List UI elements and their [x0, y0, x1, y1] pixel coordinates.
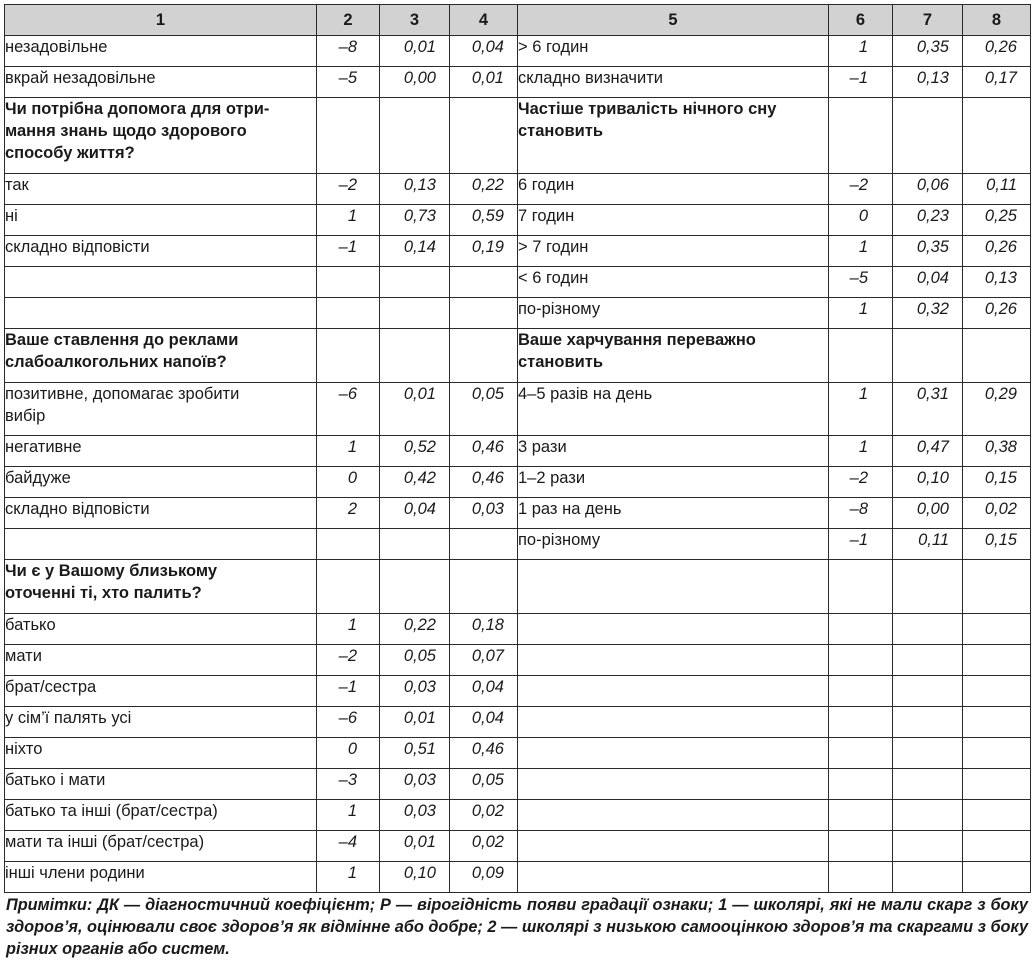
probability-cell: 0,04	[450, 676, 518, 707]
probability-cell: 0,05	[450, 769, 518, 800]
probability-cell	[963, 676, 1031, 707]
probability-cell	[893, 862, 963, 893]
answer-label-cell: позитивне, допомагає зробити вибір	[5, 383, 317, 436]
table-row	[5, 383, 1031, 436]
probability-cell: 0,03	[380, 769, 450, 800]
probability-cell: 0,22	[380, 614, 450, 645]
probability-cell: 0,05	[450, 383, 518, 436]
answer-label-cell: байдуже	[5, 467, 317, 498]
probability-cell: 0,01	[380, 707, 450, 738]
dk-value-cell: –1	[829, 67, 893, 98]
answer-label-cell: мати та інші (брат/сестра)	[5, 831, 317, 862]
table-body	[5, 36, 1031, 893]
dk-value-cell	[829, 769, 893, 800]
dk-value-cell: 1	[317, 205, 380, 236]
table-row	[5, 267, 1031, 298]
dk-value-cell: 2	[317, 498, 380, 529]
probability-cell: 0,01	[380, 383, 450, 436]
dk-value-cell	[829, 707, 893, 738]
probability-cell: 0,10	[893, 467, 963, 498]
answer-label-cell: ніхто	[5, 738, 317, 769]
probability-cell: 0,00	[893, 498, 963, 529]
header-col-8: 8	[963, 5, 1031, 36]
answer-label-cell: ні	[5, 205, 317, 236]
probability-cell: 0,04	[450, 36, 518, 67]
probability-cell: 0,18	[450, 614, 518, 645]
probability-cell	[380, 329, 450, 383]
answer-label-cell: 1–2 рази	[518, 467, 829, 498]
table-row	[5, 36, 1031, 67]
probability-cell: 0,15	[963, 467, 1031, 498]
probability-cell: 0,11	[893, 529, 963, 560]
probability-cell: 0,46	[450, 436, 518, 467]
probability-cell: 0,26	[963, 36, 1031, 67]
probability-cell: 0,19	[450, 236, 518, 267]
answer-label-cell	[5, 298, 317, 329]
probability-cell	[963, 329, 1031, 383]
probability-cell: 0,04	[380, 498, 450, 529]
header-col-2: 2	[317, 5, 380, 36]
probability-cell: 0,17	[963, 67, 1031, 98]
question-cell: Чи потрібна допомога для отри- мання знань щодо здорового способу життя?	[5, 98, 317, 174]
probability-cell	[450, 98, 518, 174]
dk-value-cell: –2	[317, 174, 380, 205]
probability-cell	[380, 267, 450, 298]
probability-cell: 0,15	[963, 529, 1031, 560]
probability-cell: 0,04	[450, 707, 518, 738]
table-row	[5, 436, 1031, 467]
answer-label-cell: батько та інші (брат/сестра)	[5, 800, 317, 831]
dk-value-cell: –1	[317, 676, 380, 707]
probability-cell: 0,04	[893, 267, 963, 298]
dk-value-cell	[317, 329, 380, 383]
answer-label-cell: вкрай незадовільне	[5, 67, 317, 98]
dk-value-cell: 0	[317, 738, 380, 769]
answer-label-cell: складно відповісти	[5, 498, 317, 529]
header-col-6: 6	[829, 5, 893, 36]
dk-value-cell	[829, 862, 893, 893]
data-table	[4, 4, 1031, 893]
probability-cell: 0,13	[893, 67, 963, 98]
probability-cell: 0,13	[963, 267, 1031, 298]
probability-cell: 0,02	[450, 831, 518, 862]
dk-value-cell	[317, 298, 380, 329]
header-col-3: 3	[380, 5, 450, 36]
dk-value-cell: –3	[317, 769, 380, 800]
answer-label-cell: > 7 годин	[518, 236, 829, 267]
answer-label-cell	[5, 267, 317, 298]
probability-cell	[963, 707, 1031, 738]
table-row	[5, 498, 1031, 529]
probability-cell	[893, 800, 963, 831]
probability-cell: 0,06	[893, 174, 963, 205]
probability-cell	[380, 298, 450, 329]
probability-cell: 0,25	[963, 205, 1031, 236]
probability-cell: 0,46	[450, 738, 518, 769]
probability-cell: 0,51	[380, 738, 450, 769]
table-row	[5, 236, 1031, 267]
probability-cell: 0,13	[380, 174, 450, 205]
dk-value-cell: –1	[317, 236, 380, 267]
probability-cell: 0,35	[893, 236, 963, 267]
probability-cell	[893, 738, 963, 769]
question-cell: Чи є у Вашому близькому оточенні ті, хто палить?	[5, 560, 317, 614]
probability-cell	[963, 614, 1031, 645]
answer-label-cell	[518, 560, 829, 614]
probability-cell: 0,05	[380, 645, 450, 676]
dk-value-cell	[829, 831, 893, 862]
table-row	[5, 560, 1031, 614]
probability-cell: 0,10	[380, 862, 450, 893]
answer-label-cell	[518, 862, 829, 893]
dk-value-cell: 0	[829, 205, 893, 236]
dk-value-cell	[829, 614, 893, 645]
answer-label-cell	[518, 707, 829, 738]
probability-cell: 0,11	[963, 174, 1031, 205]
answer-label-cell: 7 годин	[518, 205, 829, 236]
answer-label-cell: батько	[5, 614, 317, 645]
table-row	[5, 645, 1031, 676]
probability-cell: 0,02	[450, 800, 518, 831]
probability-cell: 0,00	[380, 67, 450, 98]
answer-label-cell: інші члени родини	[5, 862, 317, 893]
table-footnote: Примітки: ДК — діагностичний коефіцієнт; Р — вірогідність появи градації ознаки; 1 — школярі, які не мали скарг з боку здоров’я, оцінювали своє здоров’я як відмінне або добре; 2 — школярі з низькою самооцінкою здоров’я та скаргами з боку різних органів або систем.	[6, 896, 1028, 958]
probability-cell	[963, 560, 1031, 614]
probability-cell	[893, 98, 963, 174]
answer-label-cell	[518, 614, 829, 645]
probability-cell	[450, 560, 518, 614]
dk-value-cell: 1	[317, 436, 380, 467]
dk-value-cell: –5	[829, 267, 893, 298]
dk-value-cell: 1	[829, 298, 893, 329]
dk-value-cell: –5	[317, 67, 380, 98]
probability-cell	[450, 267, 518, 298]
probability-cell: 0,46	[450, 467, 518, 498]
question-cell: Ваше харчування переважно становить	[518, 329, 829, 383]
answer-label-cell: по-різному	[518, 529, 829, 560]
answer-label-cell: у сім’ї палять усі	[5, 707, 317, 738]
answer-label-cell: 4–5 разів на день	[518, 383, 829, 436]
probability-cell: 0,01	[380, 831, 450, 862]
header-col-1: 1	[5, 5, 317, 36]
probability-cell	[380, 529, 450, 560]
dk-value-cell	[829, 645, 893, 676]
dk-value-cell: –1	[829, 529, 893, 560]
answer-label-cell: незадовільне	[5, 36, 317, 67]
dk-value-cell	[829, 560, 893, 614]
dk-value-cell	[317, 267, 380, 298]
answer-label-cell: батько і мати	[5, 769, 317, 800]
dk-value-cell: –2	[829, 467, 893, 498]
table-row	[5, 467, 1031, 498]
answer-label-cell	[518, 800, 829, 831]
probability-cell: 0,26	[963, 236, 1031, 267]
table-row	[5, 738, 1031, 769]
answer-label-cell	[518, 831, 829, 862]
dk-value-cell: –4	[317, 831, 380, 862]
dk-value-cell	[317, 560, 380, 614]
dk-value-cell: –6	[317, 707, 380, 738]
header-row	[5, 5, 1031, 36]
dk-value-cell: –8	[317, 36, 380, 67]
table-row	[5, 174, 1031, 205]
probability-cell: 0,38	[963, 436, 1031, 467]
probability-cell: 0,31	[893, 383, 963, 436]
probability-cell: 0,32	[893, 298, 963, 329]
table-row	[5, 205, 1031, 236]
probability-cell	[893, 707, 963, 738]
probability-cell	[893, 614, 963, 645]
probability-cell: 0,03	[450, 498, 518, 529]
probability-cell: 0,23	[893, 205, 963, 236]
table-row	[5, 529, 1031, 560]
dk-value-cell	[317, 98, 380, 174]
table-row	[5, 769, 1031, 800]
probability-cell	[450, 529, 518, 560]
answer-label-cell	[5, 529, 317, 560]
dk-value-cell	[829, 98, 893, 174]
dk-value-cell: 1	[317, 614, 380, 645]
answer-label-cell: брат/сестра	[5, 676, 317, 707]
header-col-7: 7	[893, 5, 963, 36]
table-row	[5, 831, 1031, 862]
answer-label-cell: 1 раз на день	[518, 498, 829, 529]
dk-value-cell	[829, 676, 893, 707]
table-row	[5, 676, 1031, 707]
answer-label-cell: складно відповісти	[5, 236, 317, 267]
probability-cell: 0,03	[380, 676, 450, 707]
probability-cell: 0,03	[380, 800, 450, 831]
dk-value-cell: 0	[317, 467, 380, 498]
dk-value-cell: –2	[317, 645, 380, 676]
dk-value-cell: –8	[829, 498, 893, 529]
question-cell: Ваше ставлення до реклами слабоалкогольних напоїв?	[5, 329, 317, 383]
dk-value-cell: –2	[829, 174, 893, 205]
dk-value-cell	[829, 329, 893, 383]
answer-label-cell: < 6 годин	[518, 267, 829, 298]
dk-value-cell: 1	[829, 436, 893, 467]
probability-cell	[893, 769, 963, 800]
answer-label-cell	[518, 769, 829, 800]
table-row	[5, 98, 1031, 174]
table-row	[5, 800, 1031, 831]
probability-cell: 0,29	[963, 383, 1031, 436]
table-row	[5, 707, 1031, 738]
probability-cell	[963, 800, 1031, 831]
answer-label-cell: негативне	[5, 436, 317, 467]
probability-cell	[893, 645, 963, 676]
answer-label-cell: так	[5, 174, 317, 205]
answer-label-cell: складно визначити	[518, 67, 829, 98]
dk-value-cell	[829, 738, 893, 769]
answer-label-cell: > 6 годин	[518, 36, 829, 67]
answer-label-cell	[518, 645, 829, 676]
question-cell: Частіше тривалість нічного сну становить	[518, 98, 829, 174]
probability-cell: 0,73	[380, 205, 450, 236]
probability-cell	[963, 831, 1031, 862]
probability-cell	[963, 98, 1031, 174]
dk-value-cell: 1	[317, 800, 380, 831]
probability-cell: 0,22	[450, 174, 518, 205]
probability-cell: 0,01	[380, 36, 450, 67]
probability-cell: 0,26	[963, 298, 1031, 329]
dk-value-cell: 1	[317, 862, 380, 893]
header-col-4: 4	[450, 5, 518, 36]
probability-cell	[893, 676, 963, 707]
table-row	[5, 862, 1031, 893]
probability-cell	[450, 298, 518, 329]
probability-cell	[963, 862, 1031, 893]
probability-cell	[963, 645, 1031, 676]
probability-cell: 0,01	[450, 67, 518, 98]
table-row	[5, 329, 1031, 383]
probability-cell: 0,02	[963, 498, 1031, 529]
dk-value-cell: –6	[317, 383, 380, 436]
probability-cell: 0,47	[893, 436, 963, 467]
table-row	[5, 298, 1031, 329]
probability-cell: 0,07	[450, 645, 518, 676]
probability-cell	[380, 560, 450, 614]
answer-label-cell	[518, 676, 829, 707]
dk-value-cell	[829, 800, 893, 831]
table-row	[5, 614, 1031, 645]
probability-cell	[893, 329, 963, 383]
answer-label-cell	[518, 738, 829, 769]
probability-cell: 0,35	[893, 36, 963, 67]
probability-cell	[450, 329, 518, 383]
probability-cell: 0,09	[450, 862, 518, 893]
probability-cell: 0,42	[380, 467, 450, 498]
header-col-5: 5	[518, 5, 829, 36]
probability-cell	[963, 738, 1031, 769]
dk-value-cell: 1	[829, 36, 893, 67]
answer-label-cell: мати	[5, 645, 317, 676]
probability-cell	[893, 560, 963, 614]
probability-cell: 0,14	[380, 236, 450, 267]
probability-cell	[380, 98, 450, 174]
answer-label-cell: 6 годин	[518, 174, 829, 205]
answer-label-cell: по-різному	[518, 298, 829, 329]
probability-cell: 0,59	[450, 205, 518, 236]
probability-cell	[893, 831, 963, 862]
table-row	[5, 67, 1031, 98]
dk-value-cell: 1	[829, 236, 893, 267]
answer-label-cell: 3 рази	[518, 436, 829, 467]
dk-value-cell	[317, 529, 380, 560]
dk-value-cell: 1	[829, 383, 893, 436]
probability-cell	[963, 769, 1031, 800]
probability-cell: 0,52	[380, 436, 450, 467]
